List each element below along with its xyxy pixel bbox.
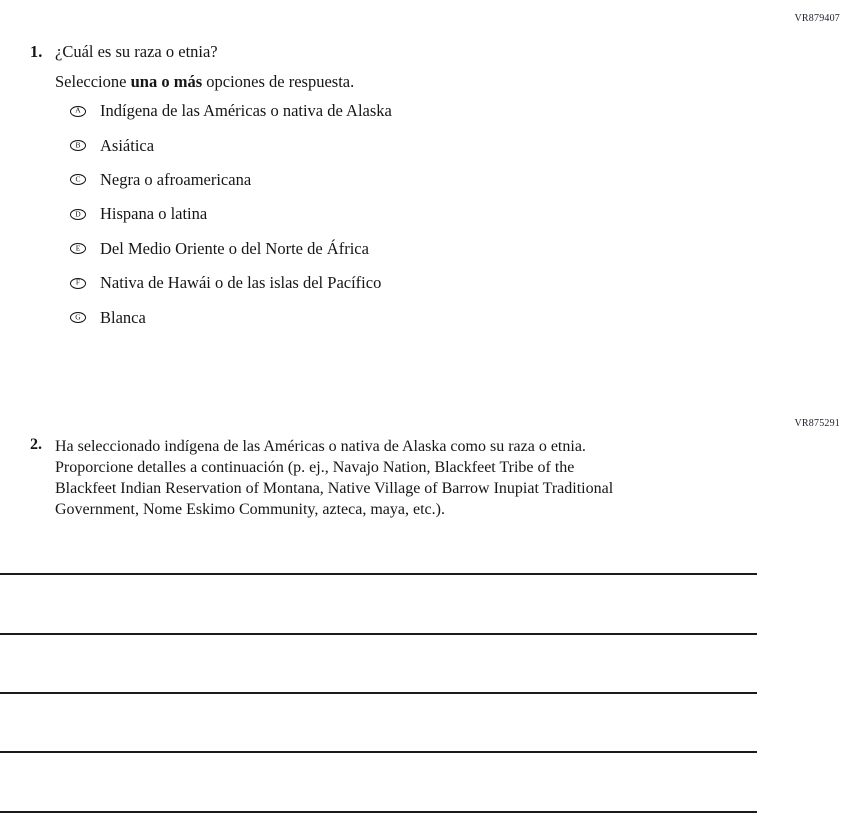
answer-bubble-g[interactable] bbox=[70, 312, 86, 323]
question2-prompt-line: Ha seleccionado indígena de las Américas o nativa de Alaska como su raza o etnia. bbox=[55, 438, 586, 455]
write-in-line-1[interactable] bbox=[0, 573, 757, 575]
question1-instruction bbox=[55, 72, 354, 92]
option-label: Asiática bbox=[100, 135, 155, 155]
option-label: Hispana o latina bbox=[100, 204, 208, 224]
option-blanca[interactable] bbox=[70, 300, 392, 334]
bubble-letter: B bbox=[75, 140, 81, 150]
write-in-line-3[interactable] bbox=[0, 692, 757, 694]
instruction-suffix: opciones de respuesta. bbox=[202, 72, 355, 91]
option-medio-oriente-norte-africa[interactable] bbox=[70, 232, 392, 266]
option-hispana-latina[interactable] bbox=[70, 197, 392, 231]
bubble-letter: F bbox=[75, 277, 81, 287]
question2-prompt-line: Blackfeet Indian Reservation of Montana, Native Village of Barrow Inupiat Traditional bbox=[55, 480, 614, 497]
question2-prompt-line: Proporcione detalles a continuación (p. ej., Navajo Nation, Blackfeet Tribe of the bbox=[55, 459, 575, 476]
answer-bubble-e[interactable] bbox=[70, 243, 86, 254]
answer-bubble-f[interactable] bbox=[70, 278, 86, 289]
question2-accession-code: VR875291 bbox=[794, 418, 840, 429]
bubble-letter: E bbox=[75, 243, 81, 253]
question1-prompt: ¿Cuál es su raza o etnia? bbox=[55, 42, 218, 61]
write-in-line-4[interactable] bbox=[0, 751, 757, 753]
answer-bubble-b[interactable] bbox=[70, 140, 86, 151]
option-negra-afroamericana[interactable] bbox=[70, 163, 392, 197]
bubble-letter: C bbox=[75, 174, 81, 184]
bubble-letter: D bbox=[75, 209, 81, 219]
answer-bubble-a[interactable] bbox=[70, 106, 86, 117]
answer-bubble-d[interactable] bbox=[70, 209, 86, 220]
option-label: Blanca bbox=[100, 307, 146, 327]
question2-header bbox=[30, 436, 613, 520]
instruction-prefix: Seleccione bbox=[55, 72, 131, 91]
write-in-line-2[interactable] bbox=[0, 633, 757, 635]
write-in-line-5[interactable] bbox=[0, 811, 757, 813]
option-label: Negra o afroamericana bbox=[100, 169, 252, 189]
question1-header bbox=[30, 42, 218, 62]
bubble-letter: G bbox=[75, 312, 81, 322]
answer-bubble-c[interactable] bbox=[70, 174, 86, 185]
question2-number: 2. bbox=[30, 436, 42, 453]
question2-prompt bbox=[55, 436, 613, 520]
option-indigena-americas[interactable] bbox=[70, 94, 392, 128]
option-asiatica[interactable] bbox=[70, 128, 392, 162]
instruction-bold: una o más bbox=[130, 72, 203, 91]
question1-accession-code: VR879407 bbox=[794, 13, 840, 24]
question1-number: 1. bbox=[30, 42, 43, 61]
option-label: Nativa de Hawái o de las islas del Pacífico bbox=[100, 273, 382, 293]
option-nativa-hawai-pacifico[interactable] bbox=[70, 266, 392, 300]
option-label: Indígena de las Américas o nativa de Alaska bbox=[100, 101, 392, 121]
question1-options-list bbox=[70, 94, 392, 335]
question2-prompt-line: Government, Nome Eskimo Community, azteca, maya, etc.). bbox=[55, 501, 445, 518]
bubble-letter: A bbox=[75, 105, 81, 115]
option-label: Del Medio Oriente o del Norte de África bbox=[100, 238, 369, 258]
